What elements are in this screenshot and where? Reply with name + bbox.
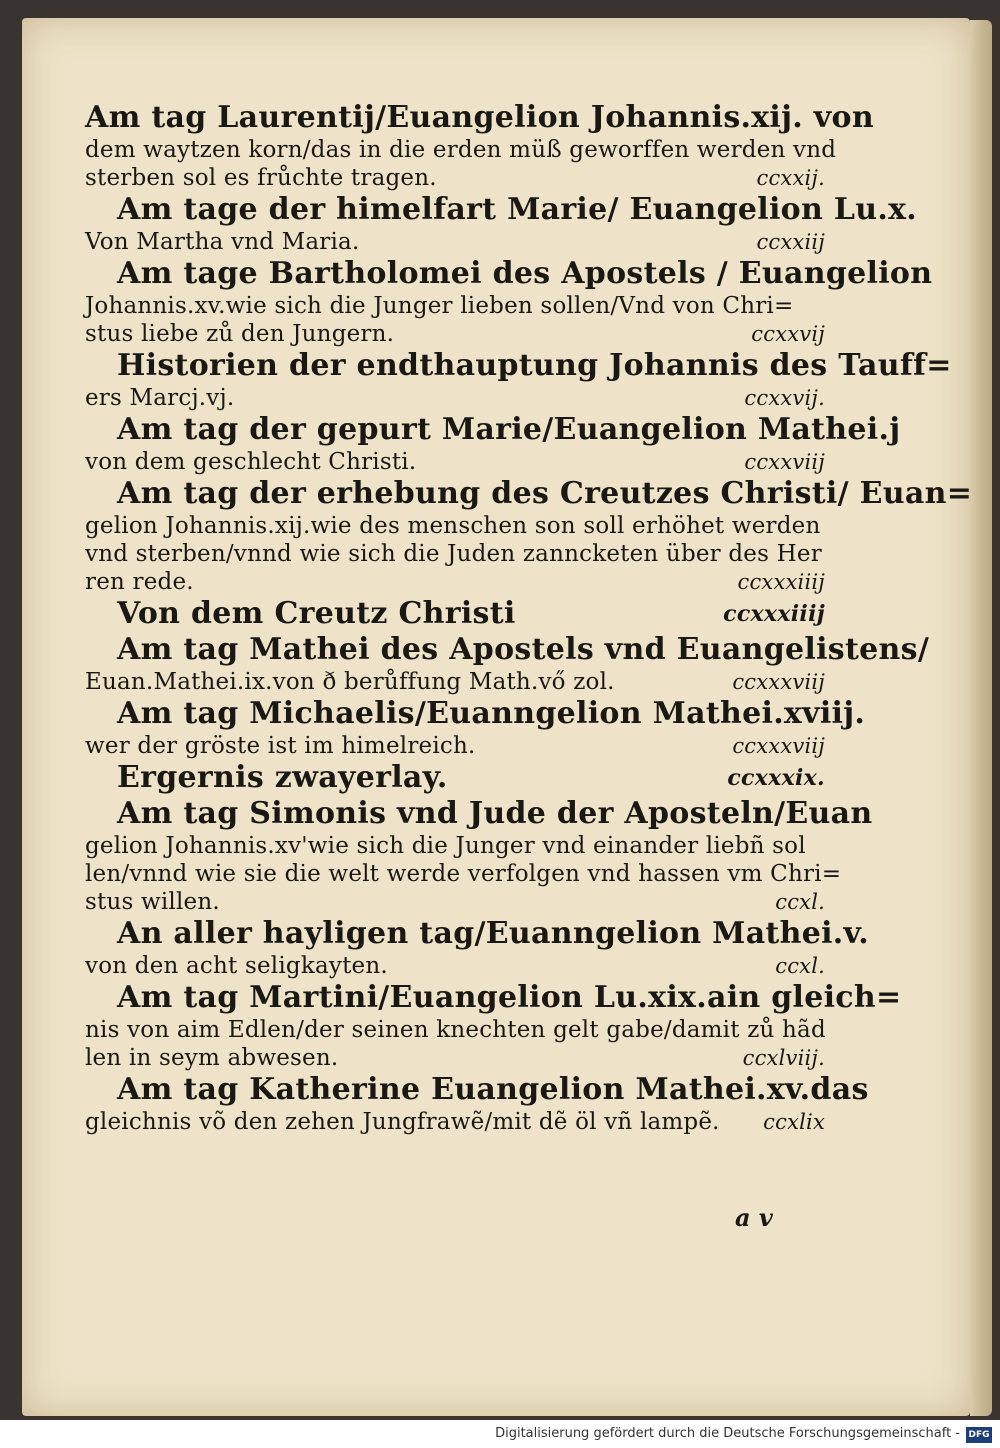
entry-heading-line <box>85 192 918 228</box>
folio-number: ccxl. <box>775 890 825 914</box>
folio-number: ccxlix <box>763 1110 825 1134</box>
entry-text-line <box>85 320 825 348</box>
entry-text-line <box>85 228 825 256</box>
entry-text-line <box>85 1108 825 1136</box>
line-text: Euan.Mathei.ix.von ð berůffung Math.vő zol. <box>85 669 615 695</box>
folio-number: ccxxvij <box>751 322 825 346</box>
entry-text-line <box>85 860 842 888</box>
entry-heading-line <box>85 980 902 1016</box>
folio-number: ccxlviij. <box>742 1046 825 1070</box>
line-text: Ergernis zwayerlay. <box>117 760 448 795</box>
entry-heading-line <box>85 916 869 952</box>
line-text: Am tag der erhebung des Creutzes Christi/ Euan= <box>117 476 973 511</box>
line-text: len/vnnd wie sie die welt werde verfolgen vnd hassen vm Chri= <box>85 861 842 887</box>
line-text: sterben sol es frůchte tragen. <box>85 165 437 191</box>
folio-number: ccxxxix. <box>727 765 825 791</box>
entry-text-line <box>85 832 825 860</box>
line-text: Am tage der himelfart Marie/ Euangelion Lu.x. <box>117 192 918 227</box>
line-text: len in seym abwesen. <box>85 1045 339 1071</box>
footer <box>0 1424 1000 1448</box>
line-text: Am tag Simonis vnd Jude der Aposteln/Euan <box>117 796 873 831</box>
line-text: dem waytzen korn/das in die erden müß geworffen werden vnd <box>85 137 837 163</box>
signature-mark: a v <box>735 1203 773 1232</box>
line-text: gleichnis võ den zehen Jungfrawẽ/mit dẽ öl vñ lampẽ. <box>85 1109 720 1135</box>
line-text: Am tag Michaelis/Euanngelion Mathei.xviij. <box>117 696 866 731</box>
entry-heading-line <box>85 100 874 136</box>
entry-heading-line <box>85 696 866 732</box>
line-text: Am tag Martini/Euangelion Lu.xix.ain gleich= <box>117 980 902 1015</box>
line-text: An aller hayligen tag/Euanngelion Mathei.v. <box>117 916 869 951</box>
entry-text-line <box>85 540 825 568</box>
folio-number: ccxl. <box>775 954 825 978</box>
line-text: stus liebe zů den Jungern. <box>85 321 395 347</box>
entry-text-line <box>85 1044 825 1072</box>
folio-number: ccxxvij. <box>744 386 825 410</box>
line-text: ren rede. <box>85 569 194 595</box>
entry-text-line <box>85 292 825 320</box>
entry-heading-line <box>85 476 973 512</box>
line-text: Von Martha vnd Maria. <box>85 229 360 255</box>
line-text: nis von aim Edlen/der seinen knechten gelt gabe/damit zů hãd <box>85 1017 826 1043</box>
entry-text-line <box>85 668 825 696</box>
table-of-contents <box>85 100 973 1136</box>
entry-text-line <box>85 384 825 412</box>
entry-heading-line <box>85 412 901 448</box>
entry-heading-line <box>85 348 952 384</box>
entry-heading-line <box>85 596 825 632</box>
entry-text-line <box>85 1016 825 1044</box>
folio-number: ccxxviij <box>744 450 825 474</box>
entry-text-line <box>85 732 825 760</box>
line-text: von den acht seligkayten. <box>85 953 388 979</box>
entry-text-line <box>85 952 825 980</box>
entry-heading-line <box>85 796 873 832</box>
line-text: Am tag Laurentij/Euangelion Johannis.xij. von <box>85 100 874 135</box>
line-text: Johannis.xv.wie sich die Junger lieben sollen/Vnd von Chri= <box>85 293 794 319</box>
folio-number: ccxxij. <box>756 166 825 190</box>
line-text: von dem geschlecht Christi. <box>85 449 417 475</box>
folio-number: ccxxiij <box>756 230 825 254</box>
entry-text-line <box>85 568 825 596</box>
line-text: Von dem Creutz Christi <box>117 596 516 631</box>
line-text: Historien der endthauptung Johannis des Tauff= <box>117 348 952 383</box>
entry-text-line <box>85 888 825 916</box>
entry-text-line <box>85 512 825 540</box>
line-text: wer der gröste ist im himelreich. <box>85 733 476 759</box>
line-text: vnd sterben/vnnd wie sich die Juden zanncketen über des Her <box>85 541 822 567</box>
folio-number: ccxxxviij <box>732 734 825 758</box>
entry-heading-line <box>85 1072 869 1108</box>
entry-heading-line <box>85 632 930 668</box>
dfg-logo: DFG <box>966 1427 992 1443</box>
folio-number: ccxxxviij <box>732 670 825 694</box>
line-text: gelion Johannis.xij.wie des menschen son soll erhöhet werden <box>85 513 821 539</box>
page-edge <box>970 20 992 1416</box>
entry-text-line <box>85 448 825 476</box>
line-text: Am tage Bartholomei des Apostels / Euangelion <box>117 256 933 291</box>
entry-heading-line <box>85 760 825 796</box>
entry-text-line <box>85 136 837 164</box>
line-text: Am tag Katherine Euangelion Mathei.xv.das <box>117 1072 869 1107</box>
line-text: ers Marcj.vj. <box>85 385 235 411</box>
folio-number: ccxxxiiij <box>723 601 825 627</box>
folio-number: ccxxxiiij <box>737 570 825 594</box>
line-text: gelion Johannis.xv'wie sich die Junger vnd einander liebñ sol <box>85 833 806 859</box>
line-text: stus willen. <box>85 889 220 915</box>
entry-text-line <box>85 164 825 192</box>
entry-heading-line <box>85 256 933 292</box>
line-text: Am tag Mathei des Apostels vnd Euangelistens/ <box>117 632 930 667</box>
footer-credit: Digitalisierung gefördert durch die Deutsche Forschungsgemeinschaft - <box>495 1426 960 1441</box>
line-text: Am tag der gepurt Marie/Euangelion Mathei.j <box>117 412 901 447</box>
